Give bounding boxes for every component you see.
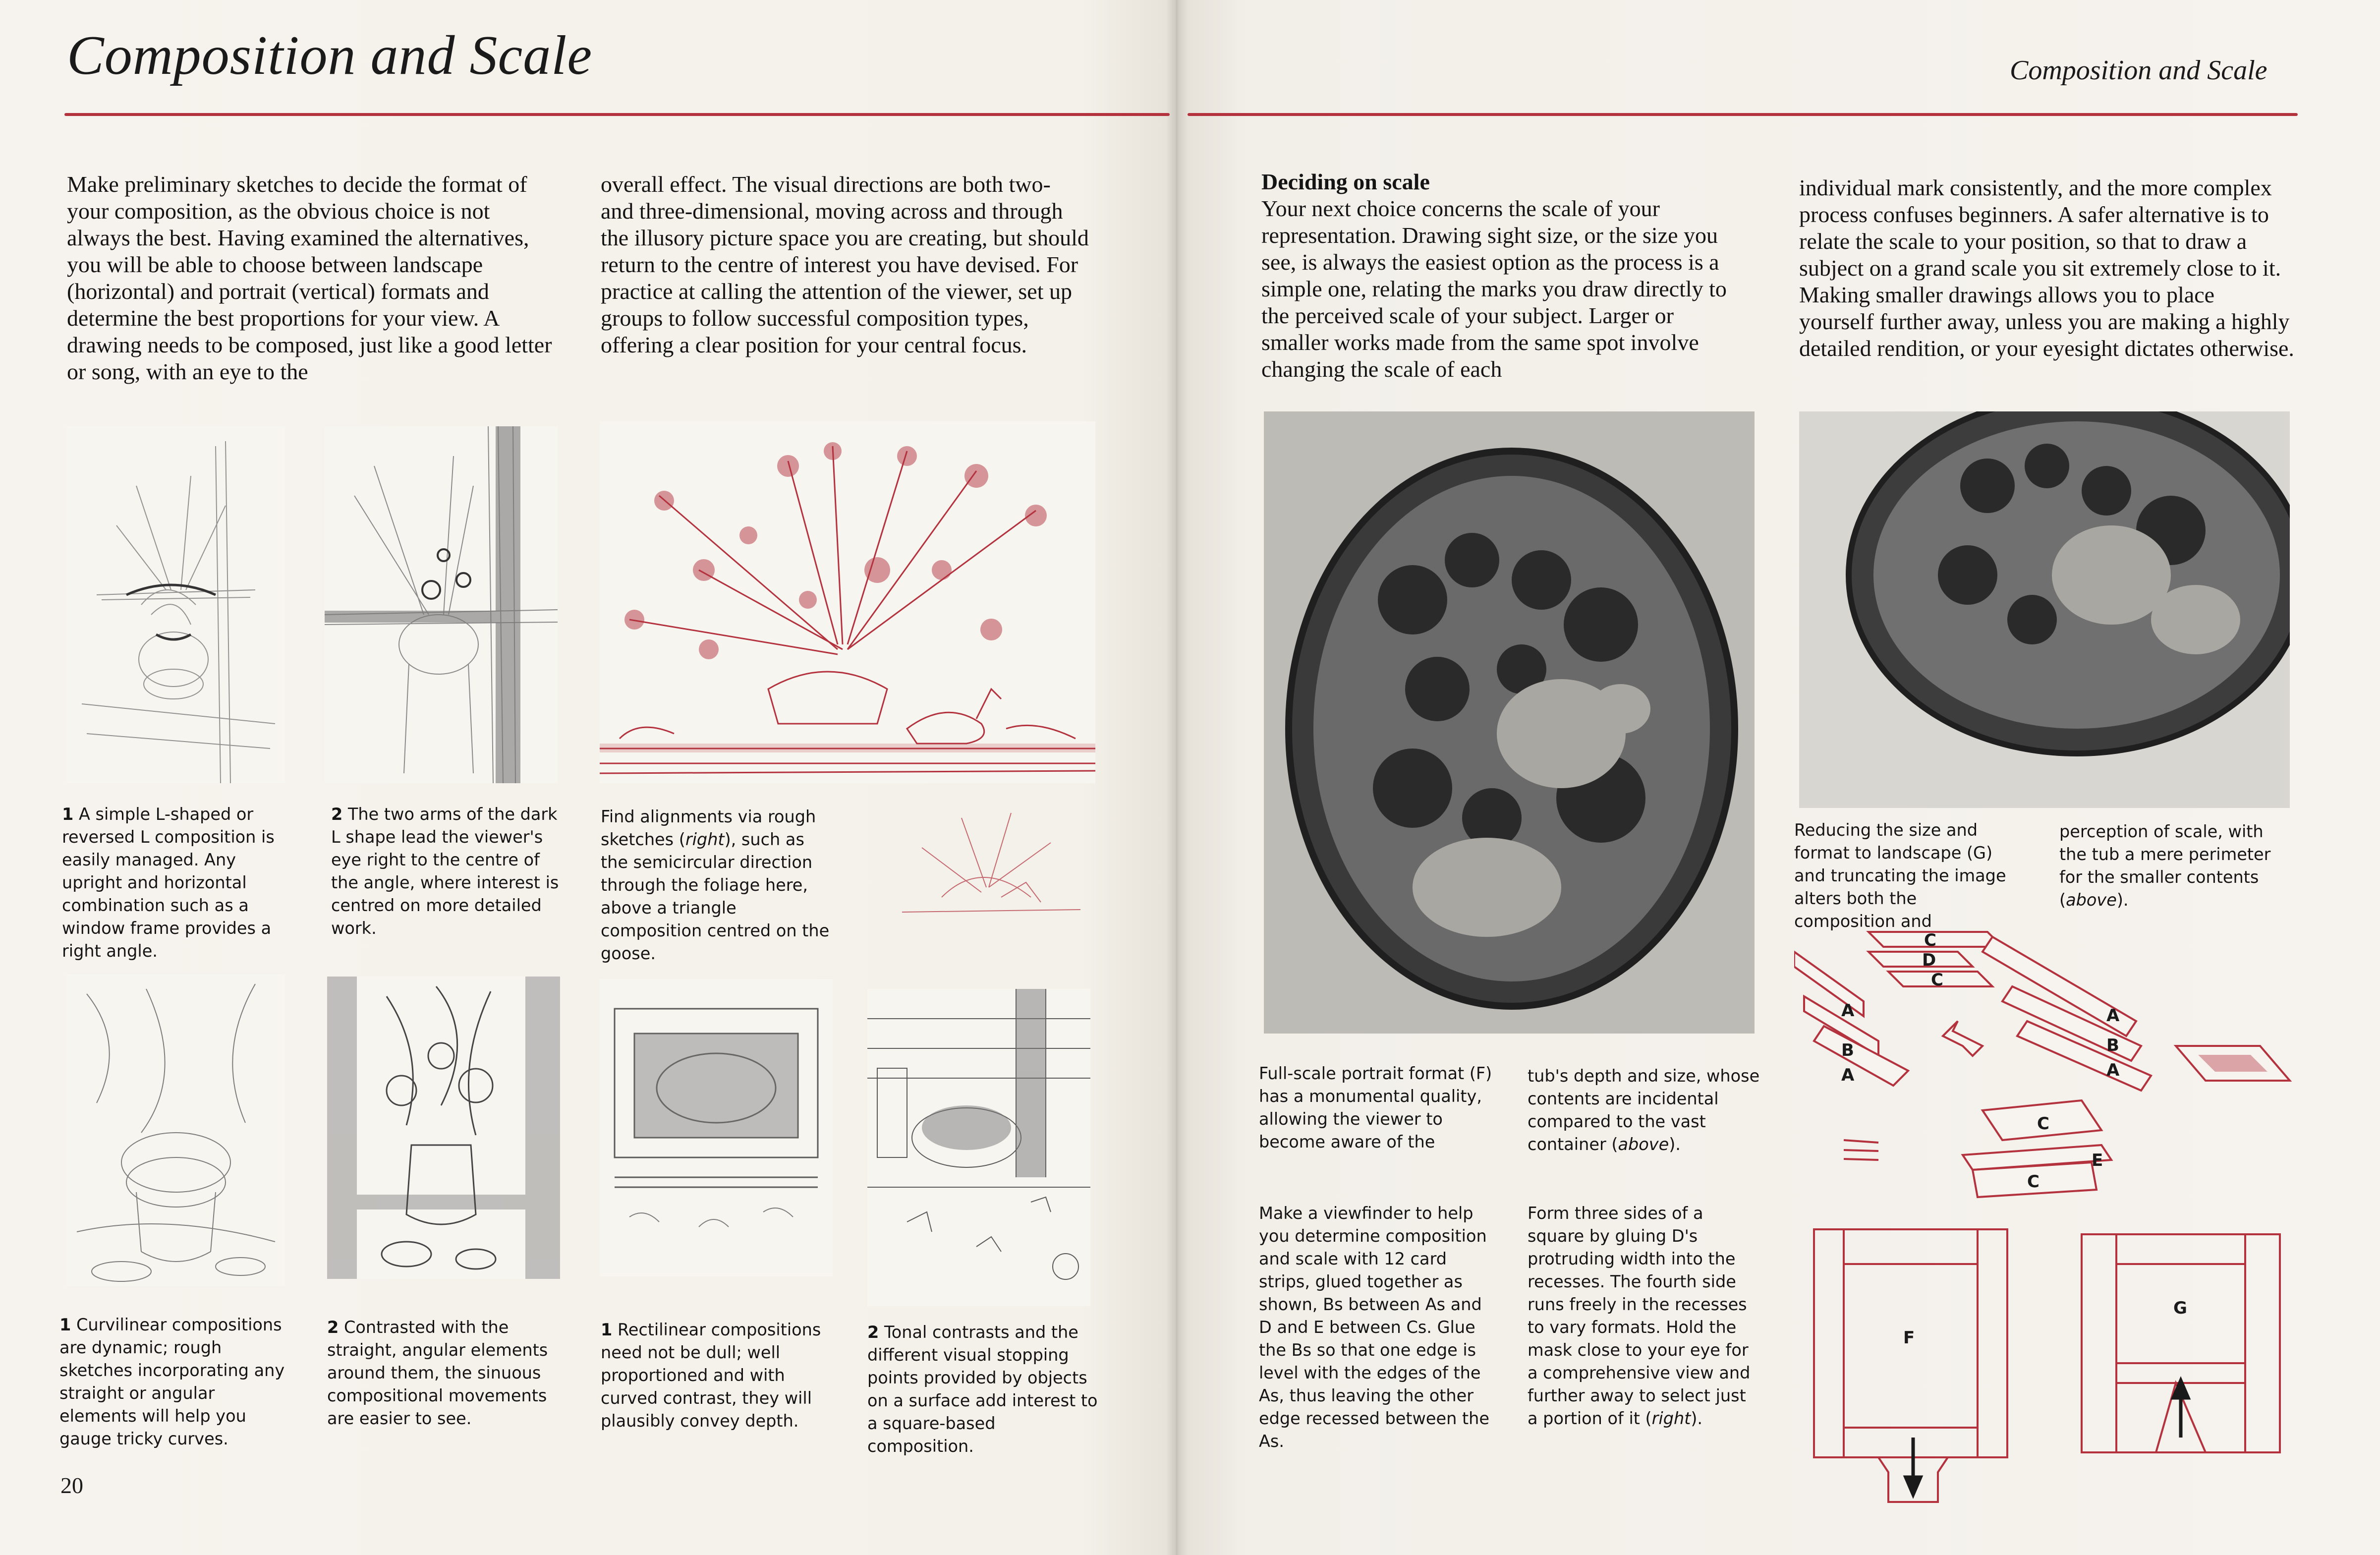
caption-rectilinear: 1 Rectilinear compositions need not be dull; well proportioned and with curved contrast, they will plausibly convey depth. (601, 1320, 821, 1431)
drawing-landscape-reduced (1799, 411, 2290, 808)
label-frame-g: G (2173, 1298, 2187, 1318)
label-c-2: C (1931, 970, 1943, 990)
label-d: D (1922, 950, 1936, 970)
label-c-4: C (2027, 1172, 2040, 1192)
caption-dark-l-shape: 2 The two arms of the dark L shape lead the viewer's eye right to the centre of the angle, where interest is centred on more detailed work. (331, 805, 559, 938)
caption-alignments: Find alignments via rough sketches (right), such as the semicircular direction through the foliage here, above a triangle composition centred on the goose. (601, 807, 830, 963)
charcoal-drawing-image (1264, 411, 1755, 1034)
sketch-dark-l-shape (325, 426, 558, 783)
caption-curvilinear: 1 Curvilinear compositions are dynamic; rough sketches incorporating any straight or angular elements will help you gauge tricky curves. (59, 1315, 285, 1448)
title-rule-left (64, 113, 1170, 116)
sketch-curvilinear (67, 974, 285, 1286)
red-ink-sketch-image (600, 421, 1095, 783)
viewfinder-frames-diagram (1809, 1224, 2295, 1512)
arrow-assembly (1943, 1021, 1983, 1056)
scale-column-1: Your next choice concerns the scale of your representation. Drawing sight size, or the size you see, is always the easiest option as the process is a simple one, relating the marks you draw directly to the perceived scale of your subject. Larger or smaller works made from the same spot involve changing the scale of each (1261, 196, 1727, 382)
running-head: Composition and Scale (2010, 55, 2267, 86)
viewfinder-frames-drawing (1809, 1224, 2295, 1512)
label-frame-f: F (1903, 1328, 1915, 1348)
caption-l-shape: 1 A simple L-shaped or reversed L composition is easily managed. Any upright and horizontal combination such as a window frame provides a right angle. (62, 805, 275, 961)
label-a-4: A (2106, 1060, 2120, 1080)
label-a-3: A (2106, 1006, 2120, 1026)
label-c-3: C (2037, 1114, 2049, 1134)
label-a-2: A (1841, 1065, 1855, 1085)
label-e: E (2092, 1151, 2103, 1170)
sketch-l-shape (67, 426, 285, 783)
intro-column-1: Make preliminary sketches to decide the format of your composition, as the obvious choice is not always the best. Having examined the alternatives, you will be able to choose between landscape (horizontal) and portrait (vertical) formats and determine the best proportions for your view. A drawing needs to be composed, just like a good letter or song, with an eye to the (67, 172, 552, 384)
viewfinder-strips-drawing (1794, 922, 2295, 1219)
viewfinder-assembly-diagram (1794, 922, 2295, 1219)
pencil-sketch-image (325, 426, 558, 783)
pencil-sketch-image (327, 977, 560, 1279)
pencil-sketch-image (600, 979, 833, 1276)
caption-contrasted: 2 Contrasted with the straight, angular elements around them, the sinuous compositional movements are easier to see. (327, 1318, 548, 1428)
caption-viewfinder-2: Form three sides of a square by gluing D's protruding width into the recesses. The fourth side runs freely in the recesses to vary formats. Hold the mask close to your eye for a comprehensive view and further away to select just a portion of it (right). (1528, 1204, 1751, 1428)
label-b-2: B (2106, 1036, 2119, 1055)
book-gutter (1166, 0, 1188, 1555)
red-ink-thumbnail-image (882, 798, 1090, 927)
page-title: Composition and Scale (67, 25, 593, 86)
arrow-down-icon (1906, 1477, 1921, 1495)
pencil-sketch-image (67, 426, 285, 783)
sketch-red-flowers-goose (600, 421, 1095, 783)
caption-portrait-f-2: tub's depth and size, whose contents are incidental compared to the vast container (above). (1528, 1066, 1760, 1154)
label-c-1: C (1924, 930, 1936, 950)
card-strip-d (1869, 952, 1973, 967)
sketch-contrasted-sinuous (327, 977, 560, 1279)
drawing-full-scale-portrait (1264, 411, 1755, 1034)
sketch-red-thumbnail (882, 798, 1090, 927)
label-a-1: A (1841, 1001, 1855, 1021)
pencil-sketch-image (67, 974, 285, 1286)
section-subhead: Deciding on scale (1261, 169, 1430, 194)
caption-landscape-g-2: perception of scale, with the tub a mere perimeter for the smaller contents (above). (2059, 822, 2271, 910)
caption-landscape-g-1: Reducing the size and format to landscape (G) and truncating the image alters both the composition and (1794, 820, 2006, 931)
caption-viewfinder-1: Make a viewfinder to help you determine composition and scale with 12 card strips, glued together as shown, Bs between As and D and E between Cs. Glue the Bs so that one edge is level with the edges of the As, thus leaving the other edge recessed between the As. (1259, 1204, 1489, 1451)
charcoal-drawing-image (1799, 411, 2290, 808)
title-rule-right (1188, 113, 2298, 116)
caption-tonal: 2 Tonal contrasts and the different visual stopping points provided by objects on a surface add interest to a square-based composition. (867, 1323, 1098, 1456)
scale-column-2: individual mark consistently, and the more complex process confuses beginners. A safer alternative is to relate the scale to your position, so that to draw a subject on a grand scale you sit extremely close to it. Making smaller drawings allows you to place yourself further away, unless you are making a highly detailed rendition, or your eyesight dictates otherwise. (1799, 175, 2294, 361)
label-b-1: B (1841, 1040, 1854, 1060)
sketch-rectilinear (600, 979, 833, 1276)
caption-portrait-f-1: Full-scale portrait format (F) has a monumental quality, allowing the viewer to become aware of the (1259, 1064, 1492, 1152)
pencil-sketch-image (867, 989, 1090, 1306)
page-number: 20 (60, 1473, 83, 1498)
intro-column-2: overall effect. The visual directions are both two- and three-dimensional, moving across and through the illusory picture space you are creating, but should return to the centre of interest you have devised. For practice at calling the attention of the viewer, set up groups to follow successful composition types, offering a clear position for your central focus. (601, 172, 1089, 357)
sketch-tonal-square (867, 989, 1090, 1306)
